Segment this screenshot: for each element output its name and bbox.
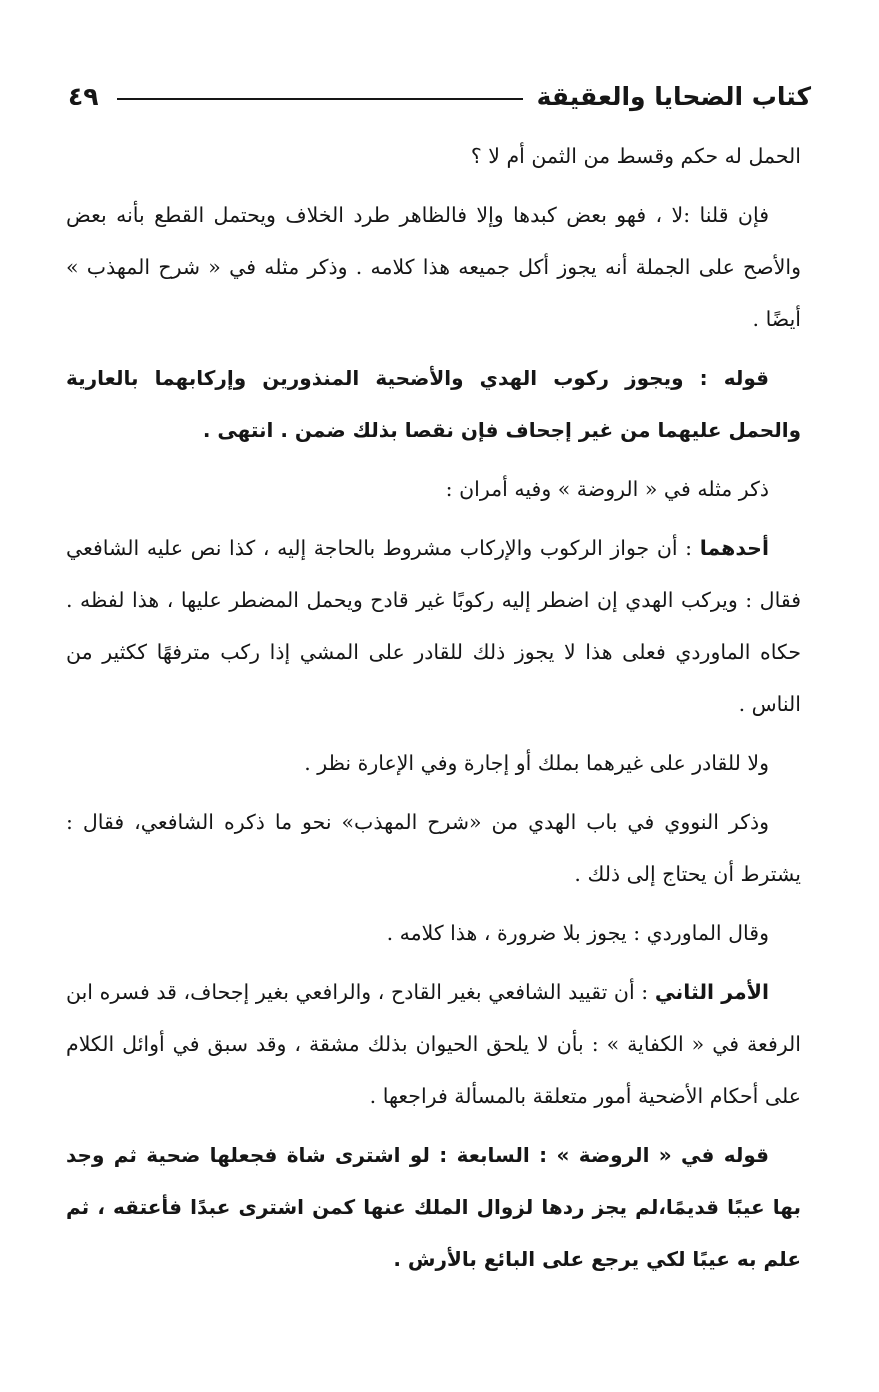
paragraph-text: وقال الماوردي : يجوز بلا ضرورة ، هذا كلامه . <box>386 921 769 945</box>
paragraph-7 <box>66 796 801 900</box>
paragraph-1 <box>66 130 801 182</box>
paragraph-text: قوله : ويجوز ركوب الهدي والأضحية المنذورين وإركابهما بالعارية والحمل عليهما من غير إجحاف فإن نقصا بذلك ضمن . انتهى . <box>66 366 801 442</box>
paragraph-5 <box>66 522 801 730</box>
paragraph-text: الحمل له حكم وقسط من الثمن أم لا ؟ <box>470 144 801 168</box>
paragraph-text: : أن جواز الركوب والإركاب مشروط بالحاجة إليه ، كذا نص عليه الشافعي فقال : ويركب الهدي إن اضطر إليه ركوبًا غير قادح ويحمل المضطر عليها ، هذا لفظه . حكاه الماوردي فعلى هذا لا يجوز ذلك للقادر على المشي إذا ركب مترفهًا ككثير من الناس . <box>66 536 801 716</box>
paragraph-lead: الأمر الثاني <box>654 980 770 1004</box>
running-header <box>68 74 811 118</box>
paragraph-10-quote <box>66 1129 801 1285</box>
page-body <box>66 130 801 1292</box>
paragraph-text: ولا للقادر على غيرهما بملك أو إجارة وفي الإعارة نظر . <box>304 751 769 775</box>
paragraph-text: وذكر النووي في باب الهدي من «شرح المهذب» نحو ما ذكره الشافعي، فقال : يشترط أن يحتاج إلى ذلك . <box>66 810 801 886</box>
paragraph-text: : أن تقييد الشافعي بغير القادح ، والرافعي بغير إجحاف، قد فسره ابن الرفعة في « الكفاية » : بأن لا يلحق الحيوان بذلك مشقة ، وقد سبق في أوائل الكلام على أحكام الأضحية أمور متعلقة بالمسألة فراجعها . <box>66 980 801 1108</box>
paragraph-6 <box>66 737 801 789</box>
paragraph-4 <box>66 463 801 515</box>
paragraph-2 <box>66 189 801 345</box>
paragraph-lead: أحدهما <box>699 536 769 560</box>
paragraph-8 <box>66 907 801 959</box>
paragraph-text: قوله في « الروضة » : السابعة : لو اشترى شاة فجعلها ضحية ثم وجد بها عيبًا قديمًا،لم يجز ردها لزوال الملك عنها كمن اشترى عبدًا فأعتقه ، ثم علم به عيبًا لكي يرجع على البائع بالأرش . <box>66 1143 801 1271</box>
paragraph-3-quote <box>66 352 801 456</box>
paragraph-text: فإن قلنا :لا ، فهو بعض كبدها وإلا فالظاهر طرد الخلاف ويحتمل القطع بأنه بعض والأصح على الجملة أنه يجوز أكل جميعه هذا كلامه . وذكر مثله في « شرح المهذب » أيضًا . <box>66 203 801 331</box>
page-number: ٤٩ <box>68 81 99 111</box>
paragraph-text: ذكر مثله في « الروضة » وفيه أمران : <box>445 477 769 501</box>
header-rule <box>117 98 523 100</box>
paragraph-9 <box>66 966 801 1122</box>
running-title: كتاب الضحايا والعقيقة <box>536 81 811 111</box>
